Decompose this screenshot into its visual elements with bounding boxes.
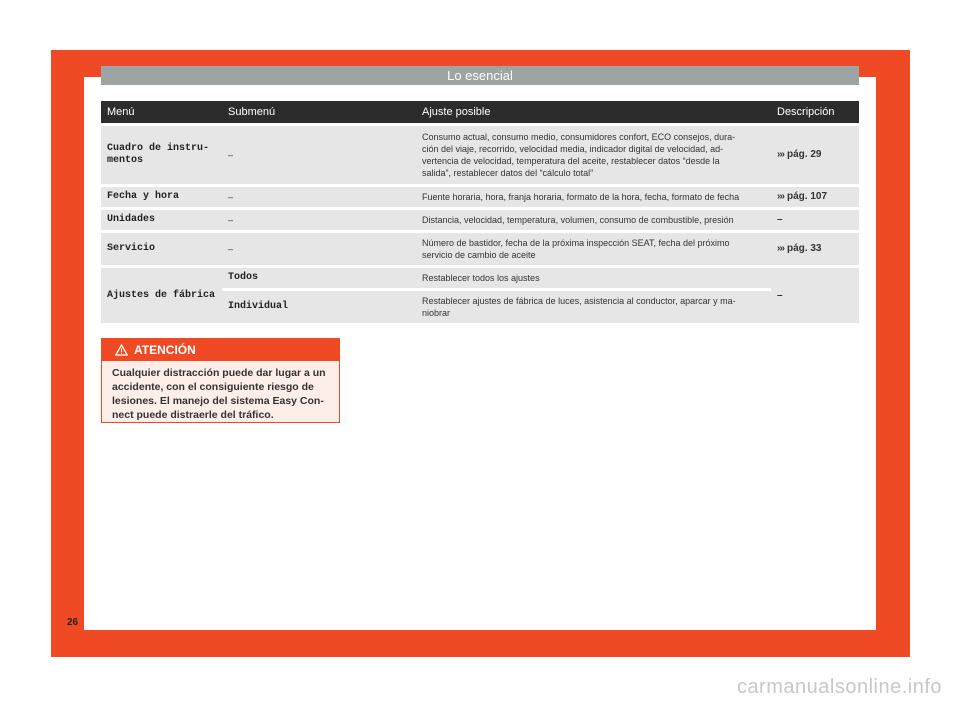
- ajuste-cell: Restablecer todos los ajustes: [416, 268, 771, 288]
- page-ref-text: pág. 33: [787, 243, 822, 254]
- menu-cell: Unidades: [101, 210, 222, 230]
- table-row: [101, 210, 859, 230]
- table-header-row: [101, 101, 859, 123]
- menu-cell: Ajustes de fábrica: [101, 268, 222, 323]
- table-row: [101, 126, 859, 184]
- header-menu: Menú: [101, 101, 222, 123]
- submenu-cell: –: [222, 233, 416, 265]
- warning-header: [102, 339, 339, 361]
- table-row: [101, 187, 859, 207]
- submenu-cell: –: [222, 126, 416, 184]
- settings-table: [101, 98, 859, 326]
- page-reference-link[interactable]: [771, 126, 859, 184]
- ajuste-cell: Distancia, velocidad, temperatura, volumen, consumo de combustible, presión: [416, 210, 771, 230]
- menu-cell: Servicio: [101, 233, 222, 265]
- header-ajuste: Ajuste posible: [416, 101, 771, 123]
- header-descripcion: Descripción: [771, 101, 859, 123]
- submenu-cell: Todos: [222, 268, 416, 288]
- page-reference-link[interactable]: [771, 187, 859, 207]
- warning-triangle-icon: [115, 344, 128, 356]
- ajuste-cell: Fuente horaria, hora, franja horaria, formato de la hora, fecha, formato de fecha: [416, 187, 771, 207]
- header-submenu: Submenú: [222, 101, 416, 123]
- ajuste-cell: Restablecer ajustes de fábrica de luces, asistencia al conductor, aparcar y ma- niobrar: [416, 291, 771, 323]
- page-number: 26: [67, 617, 79, 628]
- table-row: [101, 233, 859, 265]
- warning-title: ATENCIÓN: [134, 343, 196, 357]
- submenu-cell: Individual: [222, 291, 416, 323]
- section-title: Lo esencial: [101, 66, 859, 85]
- page-ref-arrows: ›››: [777, 191, 784, 202]
- page-ref-text: pág. 107: [787, 191, 828, 202]
- page-reference: –: [771, 268, 859, 323]
- menu-cell: Cuadro de instru- mentos: [101, 126, 222, 184]
- page-ref-text: pág. 29: [787, 149, 822, 160]
- warning-text: Cualquier distracción puede dar lugar a un accidente, con el consiguiente riesgo de lesiones. El manejo del sistema Easy Con-nect puede distraerle del tráfico.: [112, 367, 326, 421]
- submenu-cell: –: [222, 210, 416, 230]
- page-reference: –: [771, 210, 859, 230]
- submenu-cell: –: [222, 187, 416, 207]
- ajuste-cell: Número de bastidor, fecha de la próxima inspección SEAT, fecha del próximo servicio de cambio de aceite: [416, 233, 771, 265]
- page-ref-arrows: ›››: [777, 243, 784, 254]
- menu-cell: Fecha y hora: [101, 187, 222, 207]
- ajuste-cell: Consumo actual, consumo medio, consumidores confort, ECO consejos, dura- ción del viaje, recorrido, velocidad media, indicador digital de velocidad, ad- vertencia de velocidad, temperatura del aceite, restablecer datos “desde la salida”, restablecer datos del “cálculo total”: [416, 126, 771, 184]
- table-row: [101, 268, 859, 288]
- page-reference-link[interactable]: [771, 233, 859, 265]
- warning-box: [101, 338, 340, 423]
- watermark: carmanualsonline.info: [736, 676, 942, 698]
- page-ref-arrows: ›››: [777, 149, 784, 160]
